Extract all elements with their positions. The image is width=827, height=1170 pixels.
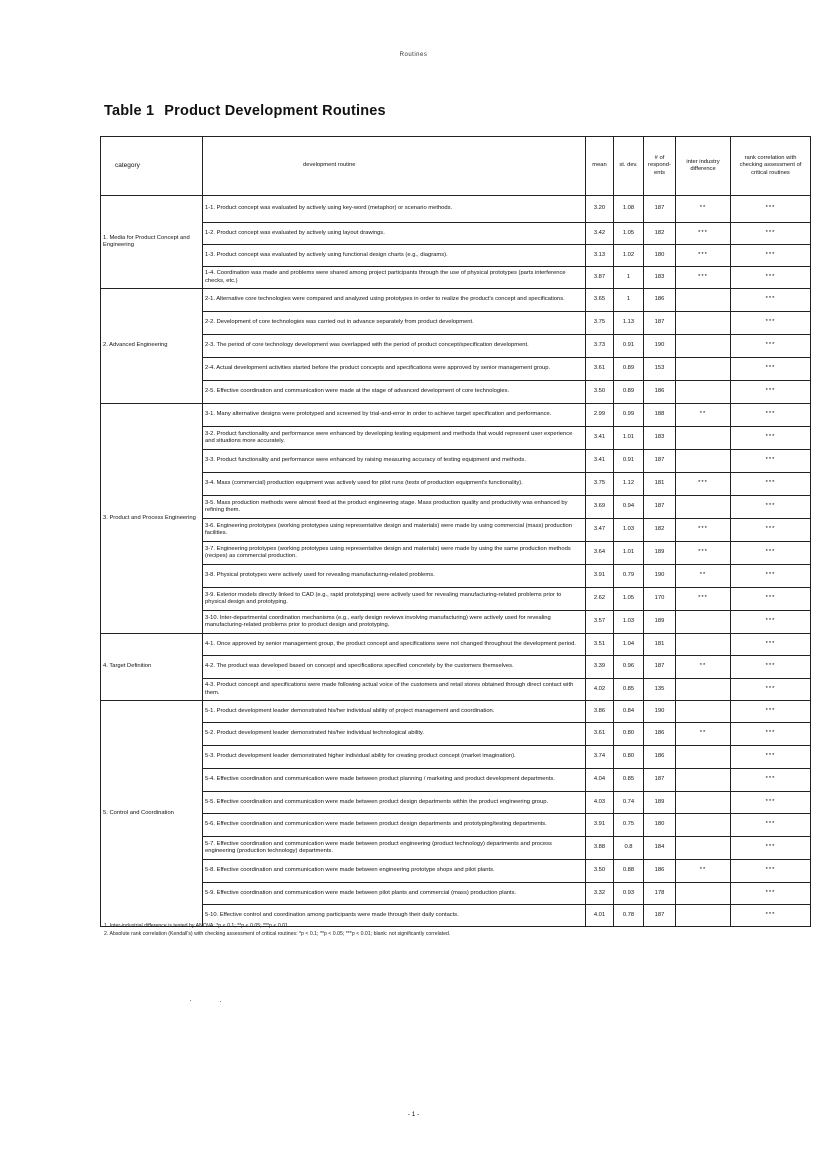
footnote-2: 2. Absolute rank correlation (Kendall's) with checking assessment of critical routines: *p < 0.1; **p < 0.05; ***p < 0.01; blank: not significantly correlated. xyxy=(104,931,451,938)
table-row xyxy=(101,611,811,634)
table-row xyxy=(101,542,811,565)
mean-cell: 3.75 xyxy=(586,312,614,335)
table-row xyxy=(101,565,811,588)
stdev-cell: 0.91 xyxy=(614,450,644,473)
stdev-cell: 1 xyxy=(614,289,644,312)
inter-industry-cell: ** xyxy=(676,656,731,679)
mean-cell: 4.02 xyxy=(586,679,614,701)
respondents-cell: 189 xyxy=(644,611,676,634)
stdev-cell: 0.94 xyxy=(614,496,644,519)
stdev-cell: 1.12 xyxy=(614,473,644,496)
routine-cell: 5-5. Effective coordination and communication were made between product design departments within the product engineering group. xyxy=(203,792,586,814)
inter-industry-cell: *** xyxy=(676,267,731,289)
table-row xyxy=(101,289,811,312)
rank-correlation-cell: *** xyxy=(731,358,811,381)
respondents-cell: 186 xyxy=(644,381,676,404)
table-row xyxy=(101,837,811,860)
header-stdev: st. dev. xyxy=(614,137,644,196)
inter-industry-cell xyxy=(676,427,731,450)
stdev-cell: 1.04 xyxy=(614,634,644,656)
inter-industry-cell xyxy=(676,746,731,769)
rank-correlation-cell: *** xyxy=(731,814,811,837)
rank-correlation-cell: *** xyxy=(731,746,811,769)
mean-cell: 3.41 xyxy=(586,427,614,450)
stdev-cell: 1.05 xyxy=(614,223,644,245)
mean-cell: 3.20 xyxy=(586,196,614,223)
stdev-cell: 0.96 xyxy=(614,656,644,679)
rank-correlation-cell: *** xyxy=(731,769,811,792)
scan-speck xyxy=(190,1000,191,1001)
rank-correlation-cell: *** xyxy=(731,883,811,905)
inter-industry-cell xyxy=(676,335,731,358)
inter-industry-cell xyxy=(676,814,731,837)
rank-correlation-cell: *** xyxy=(731,634,811,656)
mean-cell: 4.04 xyxy=(586,769,614,792)
table-title xyxy=(104,103,386,119)
mean-cell: 2.99 xyxy=(586,404,614,427)
table-row xyxy=(101,814,811,837)
rank-correlation-cell: *** xyxy=(731,588,811,611)
inter-industry-cell: *** xyxy=(676,245,731,267)
mean-cell: 3.51 xyxy=(586,634,614,656)
mean-cell: 3.91 xyxy=(586,814,614,837)
rank-correlation-cell: *** xyxy=(731,267,811,289)
routine-cell: 2-2. Development of core technologies was carried out in advance separately from product development. xyxy=(203,312,586,335)
stdev-cell: 1 xyxy=(614,267,644,289)
header-category: category xyxy=(101,137,203,196)
table-row xyxy=(101,723,811,746)
mean-cell: 3.41 xyxy=(586,450,614,473)
table-row xyxy=(101,450,811,473)
rank-correlation-cell: *** xyxy=(731,565,811,588)
category-cell: 3. Product and Process Engineering xyxy=(101,404,203,634)
inter-industry-cell xyxy=(676,769,731,792)
mean-cell: 3.75 xyxy=(586,473,614,496)
category-cell: 4. Target Definition xyxy=(101,634,203,701)
mean-cell: 4.03 xyxy=(586,792,614,814)
header-rank-correlation: rank correlation with checking assessment of critical routines xyxy=(731,137,811,196)
rank-correlation-cell: *** xyxy=(731,792,811,814)
respondents-cell: 189 xyxy=(644,542,676,565)
routine-cell: 2-5. Effective coordination and communication were made at the stage of advanced development of core technologies. xyxy=(203,381,586,404)
rank-correlation-cell: *** xyxy=(731,245,811,267)
mean-cell: 3.73 xyxy=(586,335,614,358)
routine-cell: 2-1. Alternative core technologies were compared and analyzed using prototypes in order to realize the product's concept and specifications. xyxy=(203,289,586,312)
mean-cell: 3.50 xyxy=(586,381,614,404)
routine-cell: 1-4. Coordination was made and problems were shared among project participants through the use of physical prototypes (parts interference checks, etc.) xyxy=(203,267,586,289)
stdev-cell: 1.03 xyxy=(614,611,644,634)
table-row xyxy=(101,656,811,679)
table-row xyxy=(101,196,811,223)
rank-correlation-cell: *** xyxy=(731,860,811,883)
table-row xyxy=(101,358,811,381)
stdev-cell: 0.74 xyxy=(614,792,644,814)
inter-industry-cell: *** xyxy=(676,588,731,611)
inter-industry-cell xyxy=(676,792,731,814)
inter-industry-cell: ** xyxy=(676,723,731,746)
routine-cell: 3-2. Product functionality and performance were enhanced by developing testing equipment and methods that would represent user experience and situations more accurately. xyxy=(203,427,586,450)
category-cell: 2. Advanced Engineering xyxy=(101,289,203,404)
routine-cell: 1-1. Product concept was evaluated by actively using key-word (metaphor) or scenario methods. xyxy=(203,196,586,223)
mean-cell: 3.50 xyxy=(586,860,614,883)
routine-cell: 3-3. Product functionality and performance were enhanced by raising measuring accuracy of testing equipment and methods. xyxy=(203,450,586,473)
table-row xyxy=(101,519,811,542)
mean-cell: 3.65 xyxy=(586,289,614,312)
table-row xyxy=(101,860,811,883)
mean-cell: 3.47 xyxy=(586,519,614,542)
scan-speck xyxy=(220,1001,221,1002)
table-row xyxy=(101,746,811,769)
routine-cell: 1-3. Product concept was evaluated by actively using functional design charts (e.g., diagrams). xyxy=(203,245,586,267)
respondents-cell: 187 xyxy=(644,769,676,792)
inter-industry-cell xyxy=(676,883,731,905)
mean-cell: 3.87 xyxy=(586,267,614,289)
respondents-cell: 188 xyxy=(644,404,676,427)
table-row xyxy=(101,792,811,814)
inter-industry-cell: ** xyxy=(676,196,731,223)
respondents-cell: 182 xyxy=(644,223,676,245)
respondents-cell: 187 xyxy=(644,196,676,223)
rank-correlation-cell: *** xyxy=(731,723,811,746)
inter-industry-cell xyxy=(676,701,731,723)
inter-industry-cell xyxy=(676,679,731,701)
rank-correlation-cell: *** xyxy=(731,496,811,519)
stdev-cell: 0.89 xyxy=(614,381,644,404)
respondents-cell: 186 xyxy=(644,723,676,746)
footnote-1: 1. Inter-industrial difference is tested by ANOVA: *p < 0.1; **p < 0.05; ***p < 0.01. xyxy=(104,923,290,929)
running-header: Routines xyxy=(399,52,428,58)
table-number: Table 1 xyxy=(104,103,155,119)
rank-correlation-cell: *** xyxy=(731,905,811,927)
inter-industry-cell xyxy=(676,312,731,335)
stdev-cell: 0.85 xyxy=(614,679,644,701)
inter-industry-cell xyxy=(676,381,731,404)
inter-industry-cell xyxy=(676,358,731,381)
rank-correlation-cell: *** xyxy=(731,611,811,634)
routine-cell: 5-7. Effective coordination and communication were made between product engineering (product technology) departments and process engineering (production technology) departments. xyxy=(203,837,586,860)
routine-cell: 5-3. Product development leader demonstrated higher individual ability for creating product concept (market imagination). xyxy=(203,746,586,769)
respondents-cell: 187 xyxy=(644,312,676,335)
routines-table xyxy=(100,136,811,927)
routine-cell: 3-4. Mass (commercial) production equipment was actively used for pilot runs (tests of production equipment's functionality). xyxy=(203,473,586,496)
routine-cell: 3-5. Mass production methods were almost fixed at the product engineering stage. Mass production quality and productivity was enhanced by refining them. xyxy=(203,496,586,519)
inter-industry-cell: *** xyxy=(676,473,731,496)
rank-correlation-cell: *** xyxy=(731,427,811,450)
routine-cell: 3-6. Engineering prototypes (working prototypes using representative design and materials) were made by using commercial (mass) production facilities. xyxy=(203,519,586,542)
routine-cell: 1-2. Product concept was evaluated by actively using layout drawings. xyxy=(203,223,586,245)
stdev-cell: 0.78 xyxy=(614,905,644,927)
respondents-cell: 153 xyxy=(644,358,676,381)
mean-cell: 3.86 xyxy=(586,701,614,723)
routine-cell: 4-1. Once approved by senior management group, the product concept and specifications were not changed throughout the development period. xyxy=(203,634,586,656)
stdev-cell: 0.80 xyxy=(614,746,644,769)
mean-cell: 3.88 xyxy=(586,837,614,860)
respondents-cell: 181 xyxy=(644,634,676,656)
stdev-cell: 1.01 xyxy=(614,542,644,565)
mean-cell: 3.61 xyxy=(586,358,614,381)
inter-industry-cell xyxy=(676,611,731,634)
routine-cell: 2-4. Actual development activities started before the product concepts and specifications were approved by senior management group. xyxy=(203,358,586,381)
stdev-cell: 0.99 xyxy=(614,404,644,427)
respondents-cell: 187 xyxy=(644,656,676,679)
routine-cell: 4-3. Product concept and specifications were made following actual voice of the customers and retail stores obtained through direct contact with them. xyxy=(203,679,586,701)
stdev-cell: 0.75 xyxy=(614,814,644,837)
inter-industry-cell xyxy=(676,496,731,519)
stdev-cell: 0.84 xyxy=(614,701,644,723)
rank-correlation-cell: *** xyxy=(731,837,811,860)
table-row xyxy=(101,245,811,267)
respondents-cell: 190 xyxy=(644,565,676,588)
respondents-cell: 186 xyxy=(644,860,676,883)
mean-cell: 3.42 xyxy=(586,223,614,245)
table-row xyxy=(101,312,811,335)
routine-cell: 5-4. Effective coordination and communication were made between product planning / marketing and product development departments. xyxy=(203,769,586,792)
table-row xyxy=(101,267,811,289)
routine-cell: 5-10. Effective control and coordination among participants were made through their daily contacts. xyxy=(203,905,586,927)
table-row xyxy=(101,679,811,701)
rank-correlation-cell: *** xyxy=(731,196,811,223)
inter-industry-cell: ** xyxy=(676,565,731,588)
inter-industry-cell: *** xyxy=(676,223,731,245)
table-row xyxy=(101,701,811,723)
inter-industry-cell xyxy=(676,634,731,656)
page-number: - 1 - xyxy=(407,1111,420,1118)
table-row xyxy=(101,473,811,496)
routine-cell: 4-2. The product was developed based on concept and specifications specified concretely by the customers themselves. xyxy=(203,656,586,679)
category-cell: 5. Control and Coordination xyxy=(101,701,203,927)
table-row xyxy=(101,496,811,519)
category-cell: 1. Media for Product Concept and Engineering xyxy=(101,196,203,289)
rank-correlation-cell: *** xyxy=(731,335,811,358)
respondents-cell: 182 xyxy=(644,519,676,542)
routine-cell: 3-1. Many alternative designs were prototyped and screened by trial-and-error in order to achieve target specification and performance. xyxy=(203,404,586,427)
rank-correlation-cell: *** xyxy=(731,701,811,723)
table-row xyxy=(101,223,811,245)
table-row xyxy=(101,883,811,905)
header-mean: mean xyxy=(586,137,614,196)
stdev-cell: 0.85 xyxy=(614,769,644,792)
mean-cell: 2.62 xyxy=(586,588,614,611)
rank-correlation-cell: *** xyxy=(731,679,811,701)
routine-cell: 3-10. Inter-departmental coordination mechanisms (e.g., early design reviews involving manufacturing) were actively used for revealing manufacturing-related problems prior to product design and prototyping. xyxy=(203,611,586,634)
respondents-cell: 186 xyxy=(644,746,676,769)
table-row xyxy=(101,769,811,792)
table-body xyxy=(101,196,811,927)
respondents-cell: 170 xyxy=(644,588,676,611)
rank-correlation-cell: *** xyxy=(731,519,811,542)
table-row xyxy=(101,427,811,450)
respondents-cell: 184 xyxy=(644,837,676,860)
routine-cell: 5-8. Effective coordination and communication were made between engineering prototype shops and pilot plants. xyxy=(203,860,586,883)
respondents-cell: 180 xyxy=(644,245,676,267)
rank-correlation-cell: *** xyxy=(731,223,811,245)
respondents-cell: 190 xyxy=(644,701,676,723)
mean-cell: 3.32 xyxy=(586,883,614,905)
table-row xyxy=(101,588,811,611)
stdev-cell: 1.13 xyxy=(614,312,644,335)
respondents-cell: 178 xyxy=(644,883,676,905)
table-title-text: Product Development Routines xyxy=(164,103,386,119)
respondents-cell: 181 xyxy=(644,473,676,496)
table-row xyxy=(101,404,811,427)
stdev-cell: 1.03 xyxy=(614,519,644,542)
header-routine: development routine xyxy=(203,137,586,196)
rank-correlation-cell: *** xyxy=(731,381,811,404)
stdev-cell: 0.79 xyxy=(614,565,644,588)
mean-cell: 3.91 xyxy=(586,565,614,588)
routine-cell: 3-9. Exterior models directly linked to CAD (e.g., rapid prototyping) were actively used for revealing manufacturing-related problems prior to physical design and prototyping. xyxy=(203,588,586,611)
table-row xyxy=(101,634,811,656)
mean-cell: 3.61 xyxy=(586,723,614,746)
respondents-cell: 180 xyxy=(644,814,676,837)
rank-correlation-cell: *** xyxy=(731,473,811,496)
rank-correlation-cell: *** xyxy=(731,289,811,312)
header-row xyxy=(101,137,811,196)
respondents-cell: 183 xyxy=(644,427,676,450)
mean-cell: 3.13 xyxy=(586,245,614,267)
inter-industry-cell xyxy=(676,289,731,312)
mean-cell: 3.69 xyxy=(586,496,614,519)
respondents-cell: 186 xyxy=(644,289,676,312)
respondents-cell: 183 xyxy=(644,267,676,289)
table-row xyxy=(101,335,811,358)
routine-cell: 3-7. Engineering prototypes (working prototypes using representative design and materials) were made by using the same production methods (recipes) as commercial production. xyxy=(203,542,586,565)
stdev-cell: 0.91 xyxy=(614,335,644,358)
stdev-cell: 0.89 xyxy=(614,358,644,381)
inter-industry-cell: ** xyxy=(676,860,731,883)
header-inter-industry: inter industry difference xyxy=(676,137,731,196)
table-row xyxy=(101,381,811,404)
mean-cell: 3.74 xyxy=(586,746,614,769)
respondents-cell: 135 xyxy=(644,679,676,701)
routine-cell: 5-2. Product development leader demonstrated his/her individual technological ability. xyxy=(203,723,586,746)
respondents-cell: 190 xyxy=(644,335,676,358)
rank-correlation-cell: *** xyxy=(731,656,811,679)
stdev-cell: 1.01 xyxy=(614,427,644,450)
inter-industry-cell: ** xyxy=(676,404,731,427)
inter-industry-cell xyxy=(676,837,731,860)
inter-industry-cell xyxy=(676,905,731,927)
routine-cell: 5-9. Effective coordination and communication were made between pilot plants and commercial (mass) production plants. xyxy=(203,883,586,905)
respondents-cell: 187 xyxy=(644,450,676,473)
stdev-cell: 0.88 xyxy=(614,860,644,883)
rank-correlation-cell: *** xyxy=(731,404,811,427)
footnotes xyxy=(104,922,450,939)
stdev-cell: 1.08 xyxy=(614,196,644,223)
inter-industry-cell: *** xyxy=(676,542,731,565)
stdev-cell: 0.8 xyxy=(614,837,644,860)
stdev-cell: 0.80 xyxy=(614,723,644,746)
routine-cell: 5-6. Effective coordination and communication were made between product design departments and prototyping/testing departments. xyxy=(203,814,586,837)
stdev-cell: 1.05 xyxy=(614,588,644,611)
header-respondents: # of respond-ents xyxy=(644,137,676,196)
respondents-cell: 187 xyxy=(644,905,676,927)
inter-industry-cell: *** xyxy=(676,519,731,542)
rank-correlation-cell: *** xyxy=(731,450,811,473)
respondents-cell: 187 xyxy=(644,496,676,519)
routine-cell: 5-1. Product development leader demonstrated his/her individual ability of project management and coordination. xyxy=(203,701,586,723)
routine-cell: 3-8. Physical prototypes were actively used for revealing manufacturing-related problems. xyxy=(203,565,586,588)
inter-industry-cell xyxy=(676,450,731,473)
stdev-cell: 0.93 xyxy=(614,883,644,905)
routine-cell: 2-3. The period of core technology development was overlapped with the period of product concept/specification development. xyxy=(203,335,586,358)
stdev-cell: 1.02 xyxy=(614,245,644,267)
rank-correlation-cell: *** xyxy=(731,312,811,335)
mean-cell: 4.01 xyxy=(586,905,614,927)
respondents-cell: 189 xyxy=(644,792,676,814)
mean-cell: 3.64 xyxy=(586,542,614,565)
mean-cell: 3.39 xyxy=(586,656,614,679)
rank-correlation-cell: *** xyxy=(731,542,811,565)
mean-cell: 3.57 xyxy=(586,611,614,634)
